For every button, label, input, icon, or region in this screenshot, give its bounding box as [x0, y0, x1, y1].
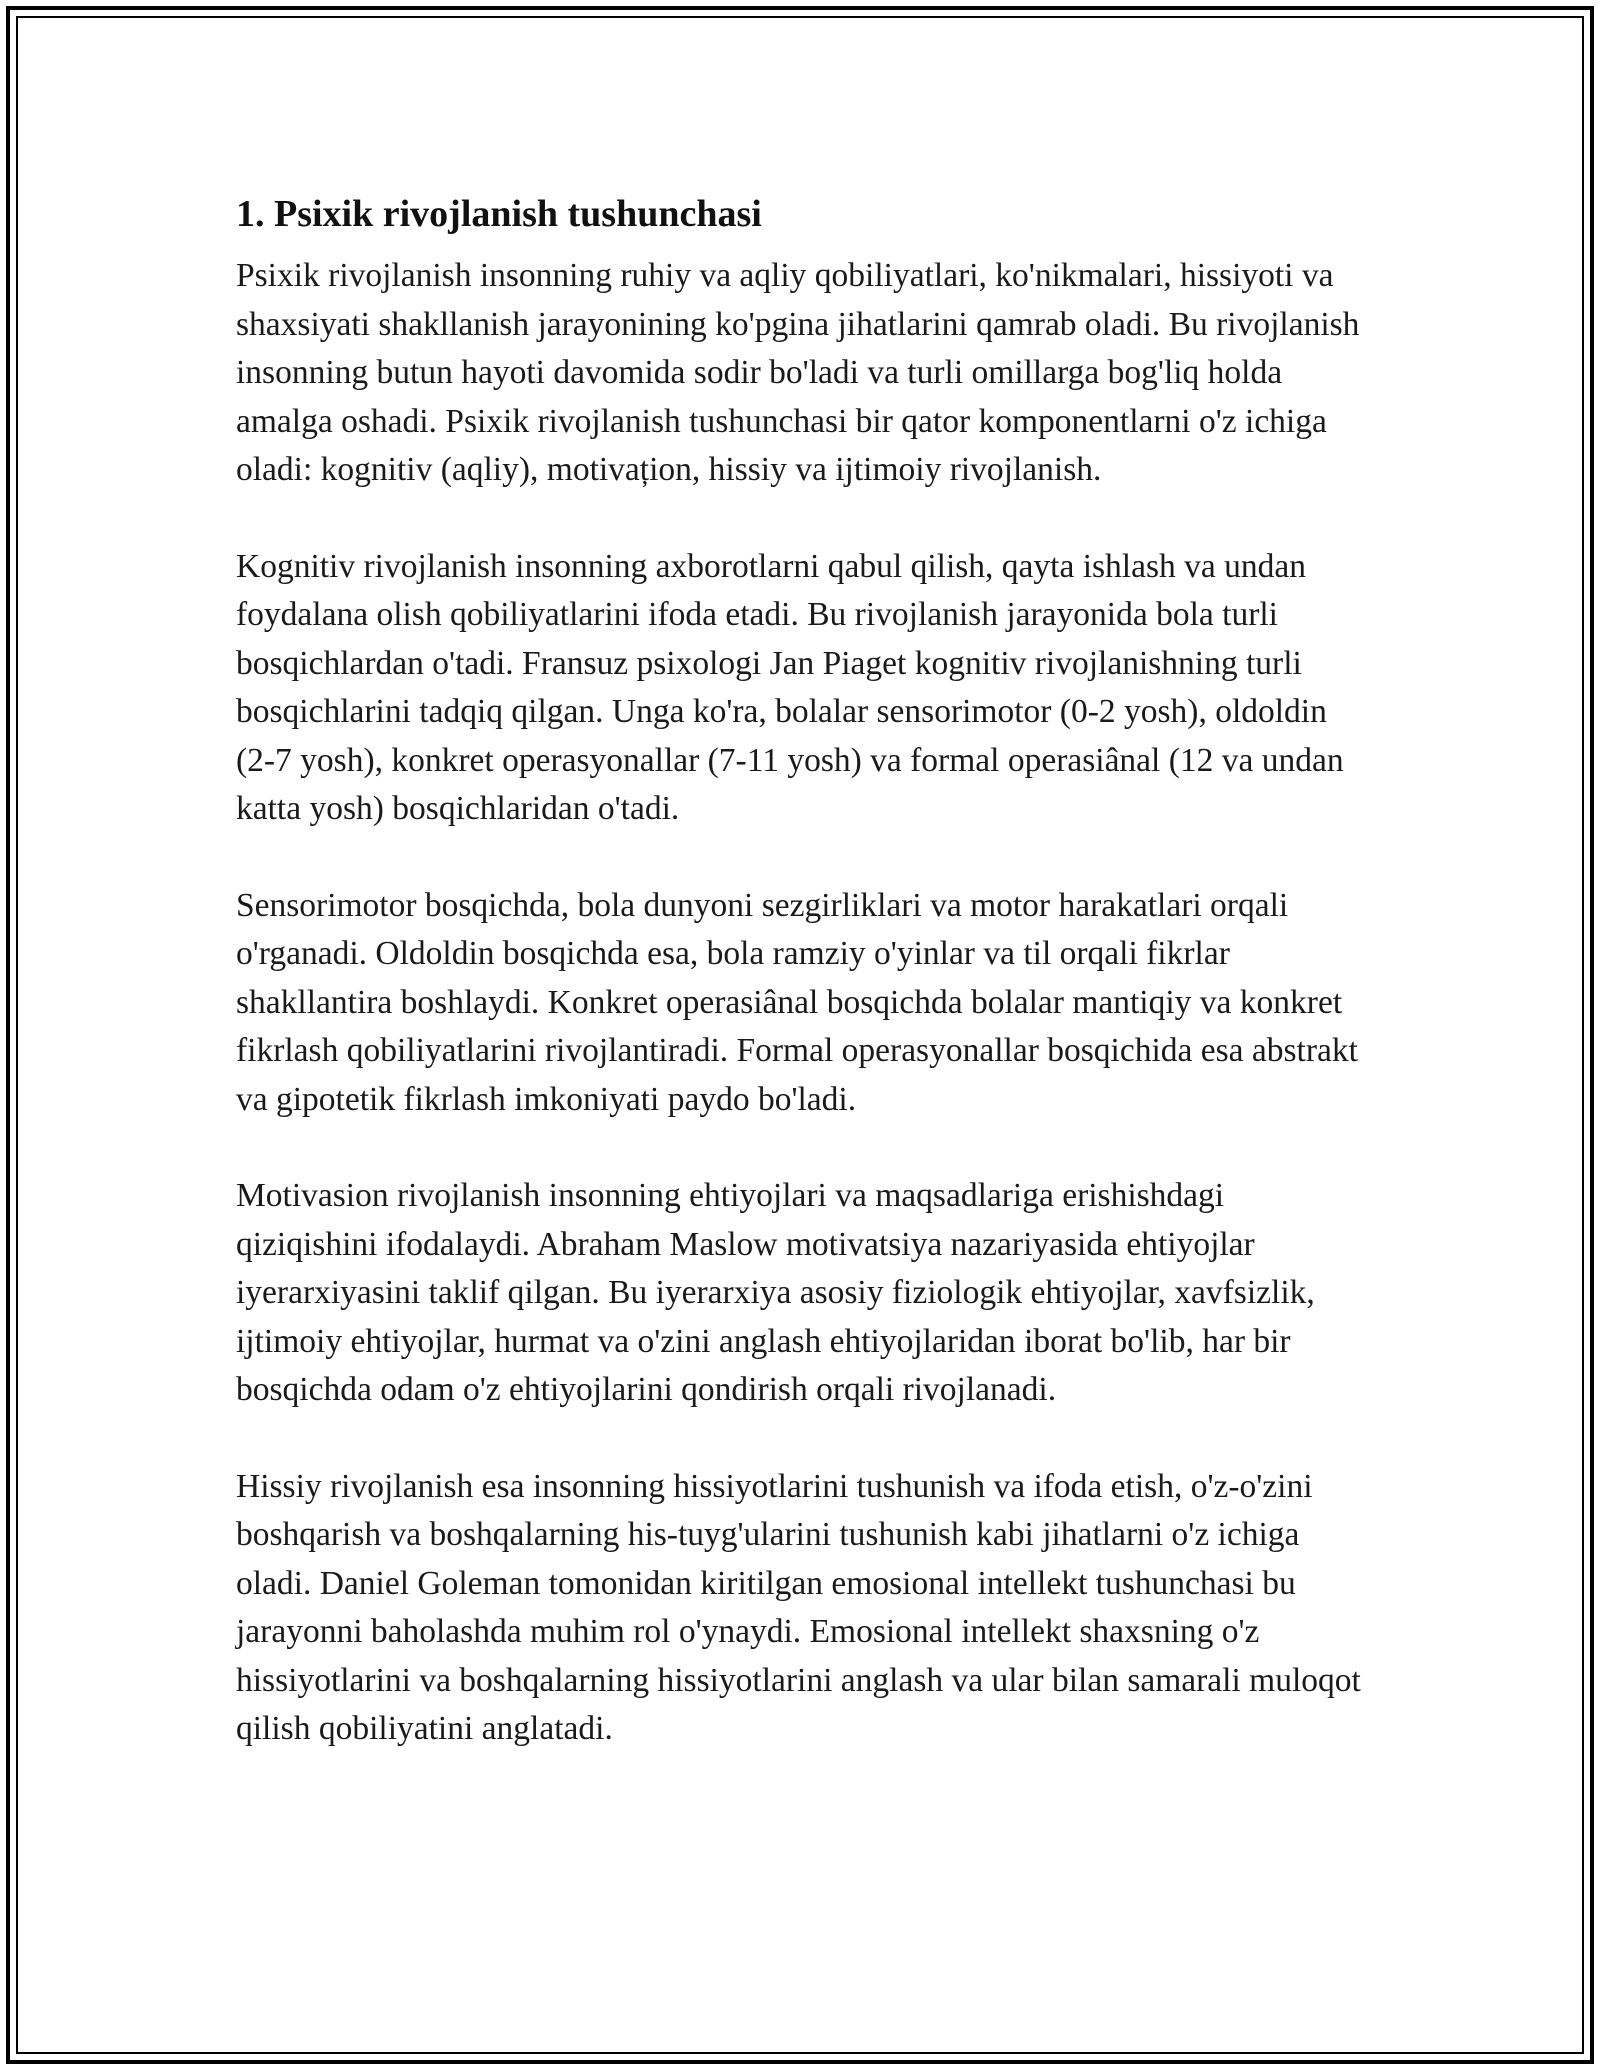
paragraph-intro: Psixik rivojlanish insonning ruhiy va aqliy qobiliyatlari, ko'nikmalari, hissiyoti va shaxsiyati shakllanish jarayonining ko'pgina jihatlarini qamrab oladi. Bu rivojlanish insonning butun hayoti davomida sodir bo'ladi va turli omillarga bog'liq holda amalga oshadi. Psixik rivojlanish tushunchasi bir qator komponentlarni o'z ichiga oladi: kognitiv (aqliy), motivațion, hissiy va ijtimoiy rivojlanish. — [236, 257, 1360, 488]
section-heading: 1. Psixik rivojlanish tushunchasi — [236, 193, 762, 235]
paragraph-motivation: Motivasion rivojlanish insonning ehtiyojlari va maqsadlariga erishishdagi qiziqishini ifodalaydi. Abraham Maslow motivatsiya nazariyasida ehtiyojlar iyerarxiyasini taklif qilgan. Bu iyerarxiya asosiy fiziologik ehtiyojlar, xavfsizlik, ijtimoiy ehtiyojlar, hurmat va o'zini anglash ehtiyojlaridan iborat bo'lib, har bir bosqichda odam o'z ehtiyojlarini qondirish orqali rivojlanadi. — [236, 1177, 1315, 1408]
paragraph-cognitive: Kognitiv rivojlanish insonning axborotlarni qabul qilish, qayta ishlash va undan foydalana olish qobiliyatlarini ifoda etadi. Bu rivojlanish jarayonida bola turli bosqichlardan o'tadi. Fransuz psixologi Jan Piaget kognitiv rivojlanishning turli bosqichlarini tadqiq qilgan. Unga ko'ra, bolalar sensorimotor (0-2 yosh), oldoldin (2-7 yosh), konkret operasyonallar (7-11 yosh) va formal operasiânal (12 va undan katta yosh) bosqichlaridan o'tadi. — [236, 547, 1344, 827]
paragraph-emotional: Hissiy rivojlanish esa insonning hissiyotlarini tushunish va ifoda etish, o'z-o'zini boshqarish va boshqalarning his-tuyg'ularini tushunish kabi jihatlarni o'z ichiga oladi. Daniel Goleman tomonidan kiritilgan emosional intellekt tushunchasi bu jarayonni baholashda muhim rol o'ynaydi. Emosional intellekt shaxsning o'z hissiyotlarini va boshqalarning hissiyotlarini anglash va ular bilan samarali muloqot qilish qobiliyatini anglatadi. — [236, 1467, 1361, 1747]
document-body — [236, 188, 1364, 1802]
paragraph-stages: Sensorimotor bosqichda, bola dunyoni sezgirliklari va motor harakatlari orqali o'rganadi. Oldoldin bosqichda esa, bola ramziy o'yinlar va til orqali fikrlar shakllantira boshlaydi. Konkret operasiânal bosqichda bolalar mantiqiy va konkret fikrlash qobiliyatlarini rivojlantiradi. Formal operasyonallar bosqichida esa abstrakt va gipotetik fikrlash imkoniyati paydo bo'ladi. — [236, 886, 1358, 1118]
